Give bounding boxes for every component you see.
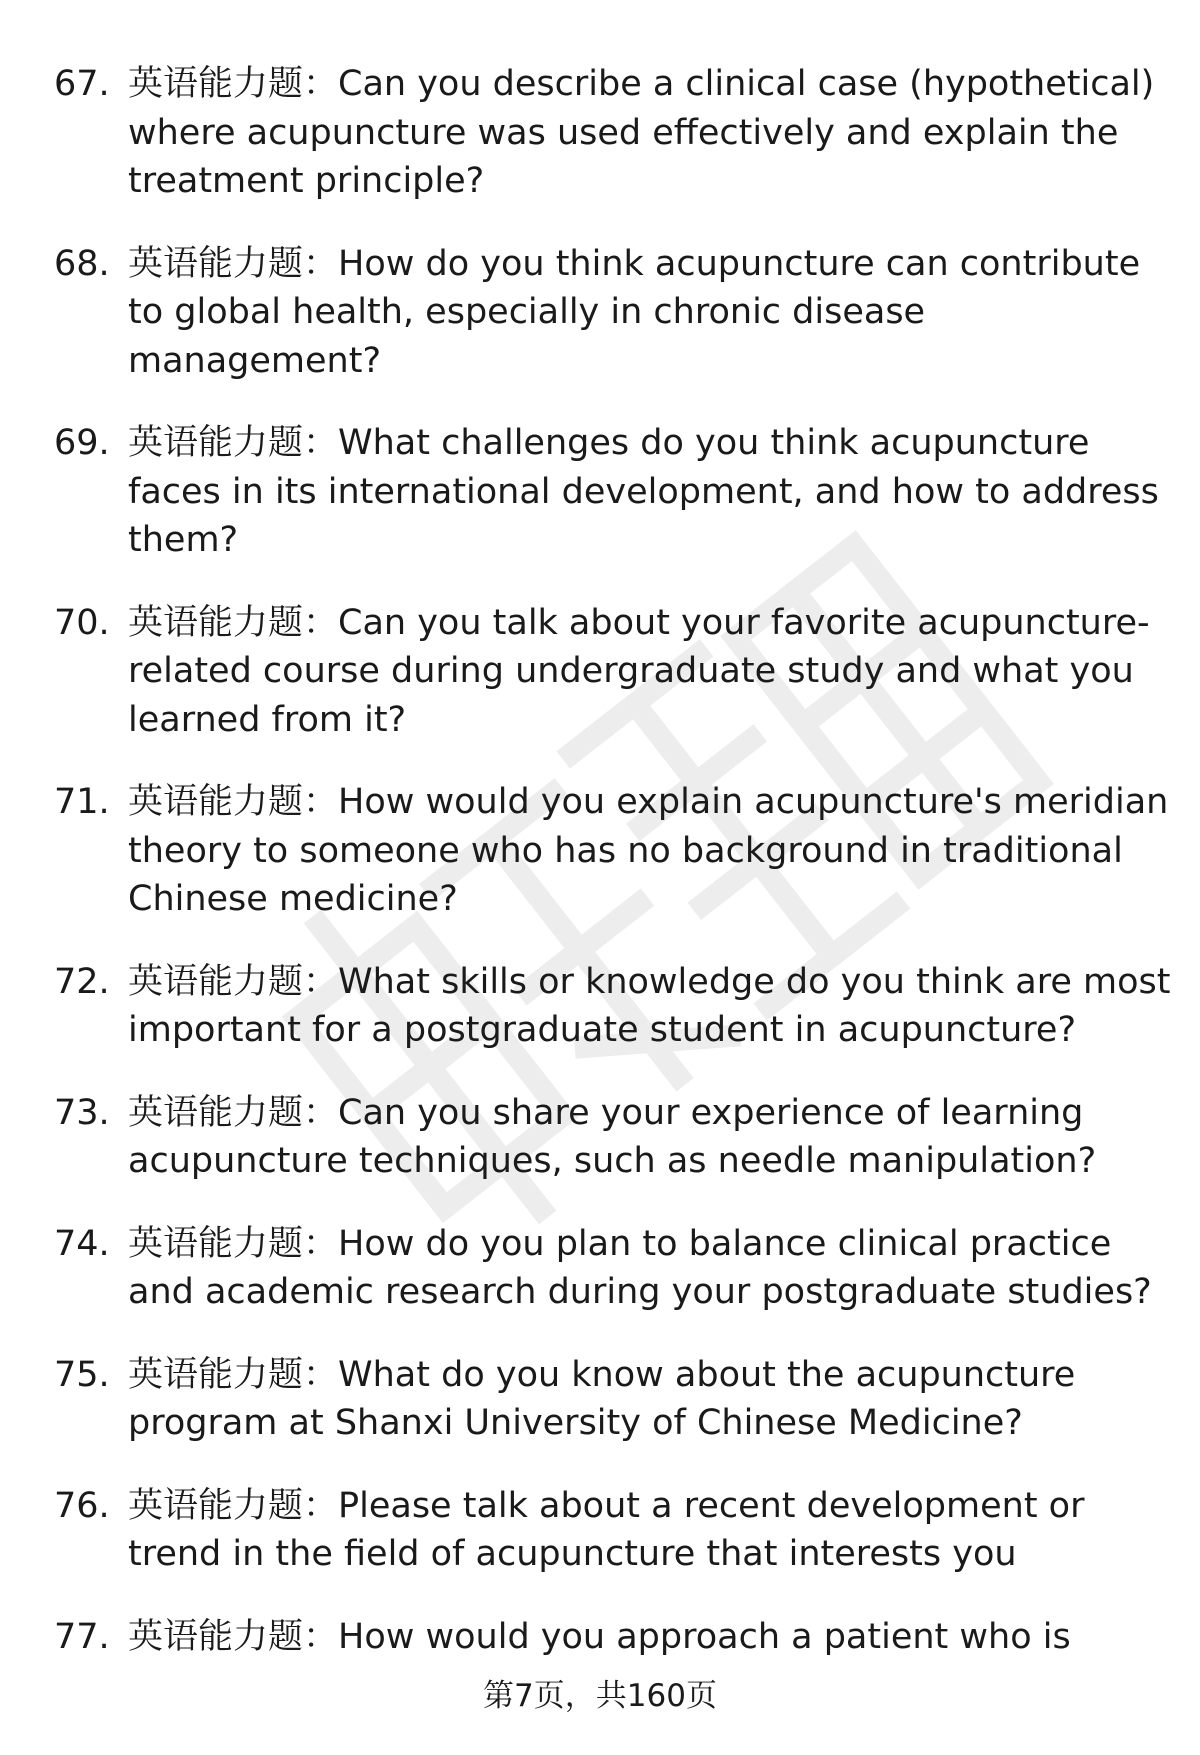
question-item: [0, 1613, 1200, 1662]
question-text: Please talk about a recent development or trend in the field of acupuncture that interests you: [128, 1485, 1085, 1574]
question-category-tag: 英语能力题：: [128, 64, 339, 104]
question-category-tag: 英语能力题：: [128, 1616, 339, 1657]
question-text: Can you describe a clinical case (hypothetical) where acupuncture was used effectively and explain the treatment principle?: [128, 64, 1155, 201]
question-number: 73.: [54, 1092, 110, 1133]
question-category-tag: 英语能力题：: [128, 782, 339, 822]
question-item: [0, 1482, 1200, 1579]
question-item: [0, 419, 1200, 565]
question-category-tag: 英语能力题：: [128, 602, 339, 643]
question-number: 74.: [54, 1223, 110, 1264]
question-text: How would you explain acupuncture's meridian theory to someone who has no background in traditional Chinese medicine?: [128, 782, 1169, 919]
question-item: [0, 1351, 1200, 1448]
question-category-tag: 英语能力题：: [128, 1354, 339, 1395]
question-item: [0, 599, 1200, 745]
question-category-tag: 英语能力题：: [128, 961, 339, 1002]
question-item: [0, 1220, 1200, 1317]
question-text: Can you talk about your favorite acupuncture-related course during undergraduate study and what you learned from it?: [128, 602, 1150, 740]
question-number: 71.: [54, 782, 110, 822]
question-text: Can you share your experience of learning acupuncture techniques, such as needle manipulation?: [128, 1092, 1097, 1181]
question-category-tag: 英语能力题：: [128, 1223, 339, 1264]
question-number: 70.: [54, 602, 110, 643]
question-text: How do you plan to balance clinical practice and academic research during your postgraduate studies?: [128, 1223, 1152, 1312]
question-text: How would you approach a patient who is: [338, 1616, 1071, 1657]
question-list: [0, 60, 1200, 1695]
question-category-tag: 英语能力题：: [128, 243, 339, 284]
question-category-tag: 英语能力题：: [128, 1485, 339, 1526]
question-item: [0, 958, 1200, 1055]
page-footer: 第7页，共160页: [483, 1678, 717, 1714]
question-number: 75.: [54, 1354, 110, 1395]
question-text: What challenges do you think acupuncture faces in its international development, and how to address them?: [128, 423, 1159, 560]
question-number: 77.: [54, 1616, 110, 1657]
question-text: What skills or knowledge do you think are most important for a postgraduate student in acupuncture?: [128, 961, 1171, 1050]
question-category-tag: 英语能力题：: [128, 1092, 339, 1133]
question-text: How do you think acupuncture can contribute to global health, especially in chronic disease management?: [128, 243, 1141, 381]
question-item: [0, 60, 1200, 206]
question-item: [0, 1089, 1200, 1186]
question-number: 67.: [54, 64, 110, 104]
question-number: 72.: [54, 961, 110, 1002]
question-number: 69.: [54, 423, 110, 463]
question-text: What do you know about the acupuncture program at Shanxi University of Chinese Medicine?: [128, 1354, 1076, 1443]
question-category-tag: 英语能力题：: [128, 423, 339, 463]
question-number: 76.: [54, 1485, 110, 1526]
question-item: [0, 778, 1200, 924]
question-item: [0, 240, 1200, 386]
question-number: 68.: [54, 243, 110, 284]
